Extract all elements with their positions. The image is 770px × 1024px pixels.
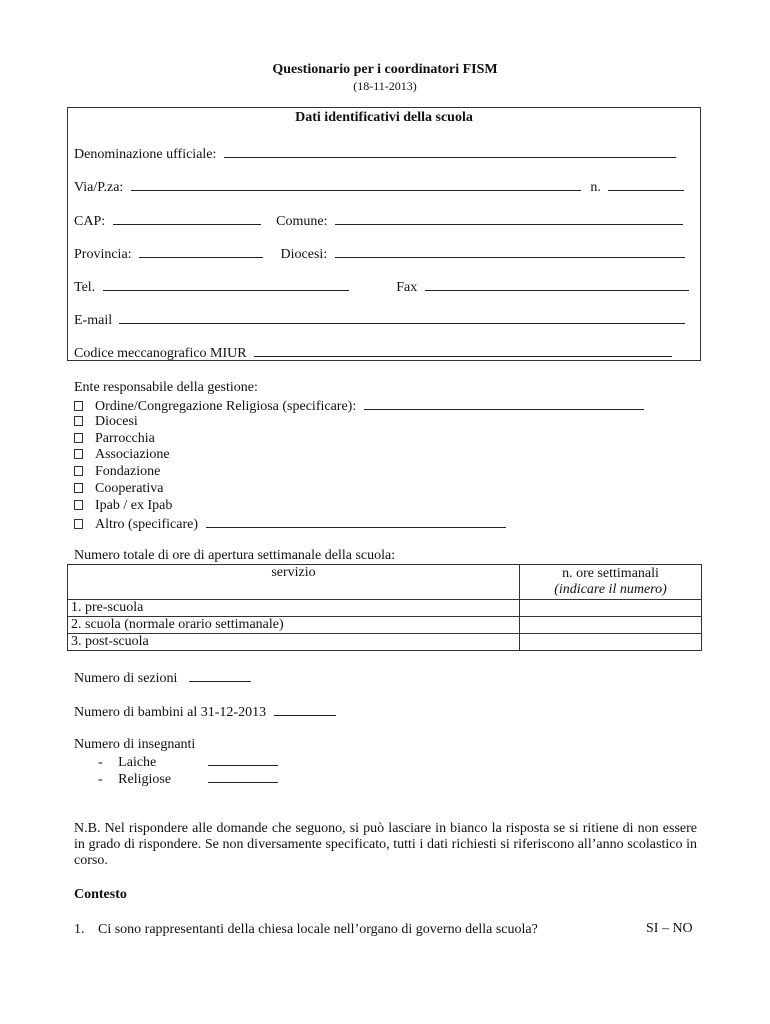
ente-option-fondazione[interactable]: Fondazione xyxy=(74,464,160,480)
laiche-blank[interactable] xyxy=(208,753,278,766)
service-cell: 3. post-scuola xyxy=(68,634,520,651)
ente-option-diocesi[interactable]: Diocesi xyxy=(74,414,138,430)
ente-option-associazione[interactable]: Associazione xyxy=(74,447,170,463)
tel-fax-field[interactable] xyxy=(74,278,689,296)
answer-si-no[interactable]: SI – NO xyxy=(646,921,693,936)
bambini-blank[interactable] xyxy=(274,703,336,716)
via-field[interactable] xyxy=(74,178,684,196)
checkbox-icon[interactable] xyxy=(74,483,83,493)
bambini-label: Numero di bambini al 31-12-2013 xyxy=(74,705,267,720)
tel-label: Tel. xyxy=(74,280,96,295)
altro-specify-blank[interactable] xyxy=(206,515,506,528)
tel-blank[interactable] xyxy=(103,278,349,291)
document-date: (18-11-2013) xyxy=(353,79,417,93)
diocesi-blank[interactable] xyxy=(335,245,685,258)
ente-option-ipab[interactable]: Ipab / ex Ipab xyxy=(74,498,172,514)
sezioni-label: Numero di sezioni xyxy=(74,671,178,686)
via-label: Via/P.za: xyxy=(74,180,124,195)
denominazione-blank[interactable] xyxy=(224,145,676,158)
cap-comune-field[interactable] xyxy=(74,212,683,230)
fax-label: Fax xyxy=(396,280,418,295)
ordine-specify-blank[interactable] xyxy=(364,397,644,410)
checkbox-icon[interactable] xyxy=(74,500,83,510)
religiose-label: Religiose xyxy=(118,772,172,787)
dash-bullet: - xyxy=(98,755,103,770)
diocesi-label: Diocesi: xyxy=(280,247,328,262)
provincia-blank[interactable] xyxy=(139,245,263,258)
ente-option-cooperativa[interactable]: Cooperativa xyxy=(74,481,163,497)
insegnanti-label: Numero di insegnanti xyxy=(74,737,196,752)
table-row xyxy=(68,600,702,617)
service-cell: 1. pre-scuola xyxy=(68,600,520,617)
hours-input-cell[interactable] xyxy=(520,634,702,651)
question-number: 1. xyxy=(74,922,85,937)
insegnanti-religiose-field[interactable] xyxy=(98,770,278,788)
religiose-blank[interactable] xyxy=(208,770,278,783)
column-header-servizio: servizio xyxy=(68,565,520,600)
ente-option-altro[interactable]: Altro (specificare) xyxy=(74,515,506,533)
comune-blank[interactable] xyxy=(335,212,683,225)
hours-label: Numero totale di ore di apertura settimanale della scuola: xyxy=(74,548,396,563)
insegnanti-laiche-field[interactable] xyxy=(98,753,278,771)
bambini-field[interactable] xyxy=(74,703,336,721)
codice-field[interactable] xyxy=(74,344,672,362)
ente-option-parrocchia[interactable]: Parrocchia xyxy=(74,431,155,447)
laiche-label: Laiche xyxy=(118,755,157,770)
codice-blank[interactable] xyxy=(254,344,672,357)
cap-label: CAP: xyxy=(74,214,106,229)
column-header-ore: n. ore settimanali (indicare il numero) xyxy=(520,565,702,600)
cap-blank[interactable] xyxy=(113,212,261,225)
checkbox-icon[interactable] xyxy=(74,401,83,411)
school-box-title: Dati identificativi della scuola xyxy=(295,110,473,125)
hours-table xyxy=(67,564,702,651)
sezioni-blank[interactable] xyxy=(189,669,251,682)
hours-table-header xyxy=(68,565,702,600)
section-title-contesto: Contesto xyxy=(74,887,127,902)
email-label: E-mail xyxy=(74,313,113,328)
instructions-note: N.B. Nel rispondere alle domande che seguono, si può lasciare in bianco la risposta se si ritiene di non essere in grado di rispondere. Se non diversamente specificato, tutti i dati richiesti si riferiscono all’anno scolastico in corso. xyxy=(74,821,697,868)
dash-bullet: - xyxy=(98,772,103,787)
checkbox-icon[interactable] xyxy=(74,433,83,443)
numero-blank[interactable] xyxy=(608,178,684,191)
hours-input-cell[interactable] xyxy=(520,600,702,617)
numero-label: n. xyxy=(590,180,601,195)
table-row xyxy=(68,617,702,634)
codice-label: Codice meccanografico MIUR xyxy=(74,346,247,361)
email-blank[interactable] xyxy=(119,311,685,324)
comune-label: Comune: xyxy=(276,214,328,229)
fax-blank[interactable] xyxy=(425,278,689,291)
provincia-label: Provincia: xyxy=(74,247,132,262)
denominazione-field[interactable] xyxy=(74,145,676,163)
checkbox-icon[interactable] xyxy=(74,416,83,426)
checkbox-icon[interactable] xyxy=(74,519,83,529)
ente-label: Ente responsabile della gestione: xyxy=(74,380,258,395)
email-field[interactable] xyxy=(74,311,685,329)
document-title: Questionario per i coordinatori FISM xyxy=(272,62,498,77)
denominazione-label: Denominazione ufficiale: xyxy=(74,147,217,162)
via-blank[interactable] xyxy=(131,178,581,191)
question-1 xyxy=(74,922,538,938)
hours-input-cell[interactable] xyxy=(520,617,702,634)
checkbox-icon[interactable] xyxy=(74,466,83,476)
question-text: Ci sono rappresentanti della chiesa locale nell’organo di governo della scuola? xyxy=(98,922,538,937)
sezioni-field[interactable] xyxy=(74,669,251,687)
table-row xyxy=(68,634,702,651)
service-cell: 2. scuola (normale orario settimanale) xyxy=(68,617,520,634)
ente-option-ordine[interactable]: Ordine/Congregazione Religiosa (specificare): xyxy=(74,397,644,415)
checkbox-icon[interactable] xyxy=(74,449,83,459)
school-identification-box xyxy=(67,107,701,361)
provincia-diocesi-field[interactable] xyxy=(74,245,685,263)
